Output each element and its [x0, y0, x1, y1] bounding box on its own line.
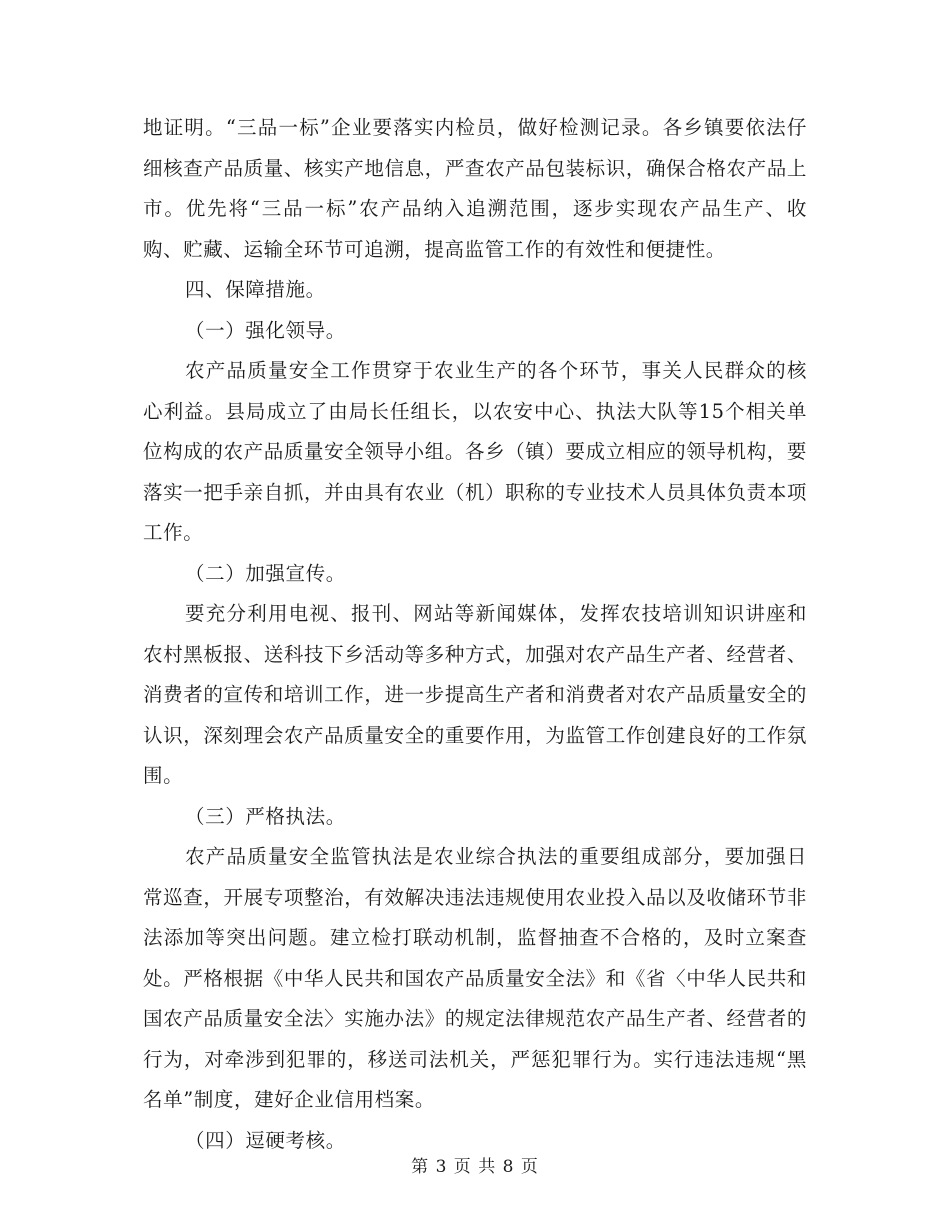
subheading-leadership: （一）强化领导。 [185, 318, 346, 342]
paragraph-publicity: 要充分利用电视、报刊、网站等新闻媒体，发挥农技培训知识讲座和农村黑板报、送科技下乡活动等多种方式，加强对农产品生产者、经营者、消费者的宣传和培训工作，进一步提高生产者和消费者对农产品质量安全的认识，深刻理会农产品质量安全的重要作用，为监管工作创建良好的工作氛围。 [143, 602, 807, 787]
paragraph-leadership: 农产品质量安全工作贯穿于农业生产的各个环节，事关人民群众的核心利益。县局成立了由局长任组长，以农安中心、执法大队等15个相关单位构成的农产品质量安全领导小组。各乡（镇）要成立相应的领导机构，要落实一把手亲自抓，并由具有农业（机）职称的专业技术人员具体负责本项工作。 [143, 359, 807, 544]
subheading-enforcement: （三）严格执法。 [185, 804, 346, 828]
section-heading-safeguards: 四、保障措施。 [185, 278, 326, 301]
subheading-publicity: （二）加强宣传。 [185, 561, 346, 585]
page-number-footer: 第 3 页 共 8 页 [411, 1157, 539, 1177]
subheading-assessment: （四）逗硬考核。 [185, 1128, 346, 1152]
paragraph-enforcement: 农产品质量安全监管执法是农业综合执法的重要组成部分，要加强日常巡查，开展专项整治，有效解决违法违规使用农业投入品以及收储环节非法添加等突出问题。建立检打联动机制，监督抽查不合格的，及时立案查处。严格根据《中华人民共和国农产品质量安全法》和《省〈中华人民共和国农产品质量安全法〉实施办法》的规定法律规范农产品生产者、经营者的行为，对牵涉到犯罪的，移送司法机关，严惩犯罪行为。实行违法违规“黑名单”制度，建好企业信用档案。 [143, 845, 807, 1111]
document-body [143, 108, 807, 1161]
paragraph-1: 地证明。“三品一标”企业要落实内检员，做好检测记录。各乡镇要依法仔细核查产品质量、核实产地信息，严查农产品包装标识，确保合格农产品上市。优先将“三品一标”农产品纳入追溯范围，逐步实现农产品生产、收购、贮藏、运输全环节可追溯，提高监管工作的有效性和便捷性。 [143, 116, 807, 261]
